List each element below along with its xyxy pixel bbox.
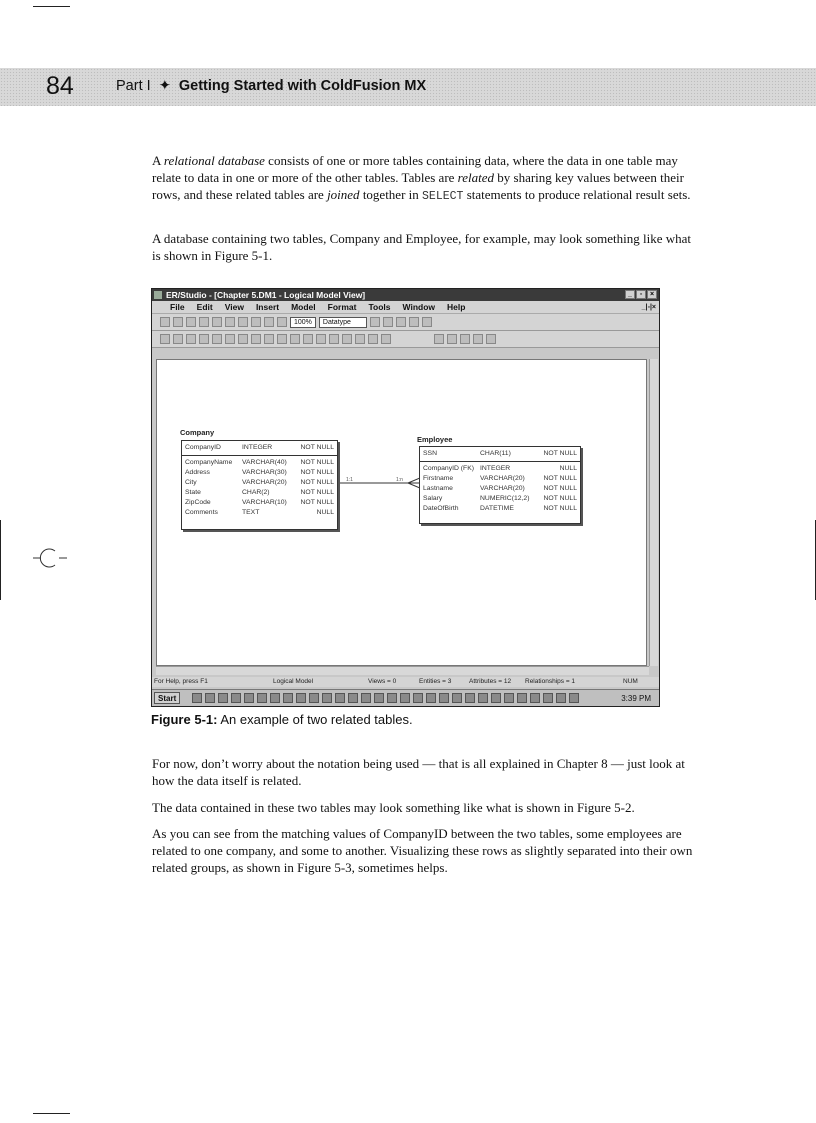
vertical-scrollbar[interactable] [649, 359, 658, 666]
pointer-icon[interactable] [160, 334, 170, 344]
window-title: ER/Studio - [Chapter 5.DM1 - Logical Model View] [166, 290, 366, 300]
hand-icon[interactable] [173, 334, 183, 344]
text-run: A [152, 153, 164, 168]
quick-launch-icon[interactable] [426, 693, 436, 703]
quick-launch-icon[interactable] [452, 693, 462, 703]
status-bar [152, 677, 659, 687]
entity-title-employee: Employee [417, 435, 453, 444]
menu-window[interactable]: Window [402, 302, 436, 312]
status-help: For Help, press F1 [154, 678, 208, 685]
window-controls [625, 290, 657, 299]
entity-title-company: Company [180, 428, 215, 437]
quick-launch-icon[interactable] [335, 693, 345, 703]
figure-label: Figure 5-1: [151, 712, 218, 727]
attr-null: NOT NULL [543, 495, 577, 502]
attr-type: VARCHAR(20) [480, 475, 525, 482]
paint-icon[interactable] [381, 334, 391, 344]
paragraph-matching-values: As you can see from the matching values of CompanyID between the two tables, some employees are related to one company, and some to another. Visualizing these rows as slightly separated into their own related groups, as shown in Figure 5-3, sometimes helps. [152, 826, 693, 875]
open-icon[interactable] [173, 317, 183, 327]
entity-icon[interactable] [186, 334, 196, 344]
entity-employee-attrs [420, 462, 580, 516]
quick-launch-icon[interactable] [374, 693, 384, 703]
attr-name: Lastname [423, 485, 453, 492]
find-icon[interactable] [212, 317, 222, 327]
quick-launch-icon[interactable] [400, 693, 410, 703]
attr-null: NOT NULL [300, 444, 334, 451]
attribute-row [420, 449, 580, 459]
quick-launch-icon[interactable] [270, 693, 280, 703]
layout-icon[interactable] [225, 317, 235, 327]
quick-launch-icon[interactable] [296, 693, 306, 703]
attribute-row [182, 488, 337, 498]
cut-icon[interactable] [342, 334, 352, 344]
view-icon[interactable] [199, 334, 209, 344]
quick-launch-icon[interactable] [361, 693, 371, 703]
zoom-in-icon[interactable] [303, 334, 313, 344]
crop-mark-bottom [33, 1113, 70, 1114]
attr-null: NOT NULL [300, 469, 334, 476]
entity-employee-pk [420, 447, 580, 462]
attribute-row [182, 478, 337, 488]
attribute-row [182, 443, 337, 453]
quick-launch-icon[interactable] [309, 693, 319, 703]
entity-company[interactable] [181, 440, 338, 530]
align-right-icon[interactable] [460, 334, 470, 344]
minimize-button[interactable]: _ [625, 290, 635, 299]
restore-button[interactable]: ▫ [636, 290, 646, 299]
code-select: SELECT [422, 190, 464, 203]
attr-null: NOT NULL [543, 450, 577, 457]
quick-launch-icon[interactable] [569, 693, 579, 703]
attr-type: VARCHAR(20) [480, 485, 525, 492]
registration-mark-icon [33, 548, 67, 568]
link-icon[interactable] [212, 334, 222, 344]
status-model: Logical Model [273, 678, 314, 685]
quick-launch [192, 693, 579, 703]
attr-null: NULL [559, 465, 577, 472]
attribute-row [420, 484, 580, 494]
start-button[interactable]: Start [154, 692, 180, 704]
align-top-icon[interactable] [473, 334, 483, 344]
preview-icon[interactable] [396, 317, 406, 327]
attr-name: Salary [423, 495, 443, 502]
attr-name: City [185, 479, 197, 486]
crop-mark-left-vertical [0, 520, 1, 600]
menu-help[interactable]: Help [447, 302, 466, 312]
status-views: Views = 0 [368, 678, 397, 685]
save-icon[interactable] [186, 317, 196, 327]
zoom-out-icon[interactable] [316, 334, 326, 344]
attr-null: NOT NULL [300, 479, 334, 486]
term-joined: joined [327, 187, 360, 202]
status-attributes: Attributes = 12 [469, 678, 512, 685]
attr-type: VARCHAR(20) [242, 479, 287, 486]
relationship-nonidentifying-icon[interactable] [238, 334, 248, 344]
quick-launch-icon[interactable] [257, 693, 267, 703]
attr-null: NOT NULL [543, 475, 577, 482]
quick-launch-icon[interactable] [556, 693, 566, 703]
figure-caption-text: An example of two related tables. [217, 712, 413, 727]
attr-type: INTEGER [242, 444, 273, 451]
relationship-identifying-icon[interactable] [225, 334, 235, 344]
options-icon[interactable] [422, 317, 432, 327]
attr-null: NOT NULL [300, 489, 334, 496]
attr-name: CompanyID [185, 444, 221, 451]
taskbar [152, 689, 659, 707]
menu-edit[interactable]: Edit [196, 302, 213, 312]
taskbar-clock: 3:39 PM [621, 694, 651, 703]
quick-launch-icon[interactable] [478, 693, 488, 703]
app-icon [154, 291, 162, 299]
attr-null: NOT NULL [543, 505, 577, 512]
attr-name: CompanyID (FK) [423, 465, 474, 472]
menu-model[interactable]: Model [291, 302, 316, 312]
attr-null: NOT NULL [543, 485, 577, 492]
attr-name: DateOfBirth [423, 505, 459, 512]
subtype-icon[interactable] [277, 334, 287, 344]
menu-view[interactable]: View [224, 302, 244, 312]
attr-name: CompanyName [185, 459, 233, 466]
relationship-optional-icon[interactable] [251, 334, 261, 344]
new-icon[interactable] [160, 317, 170, 327]
attribute-row [420, 464, 580, 474]
attr-name: ZipCode [185, 499, 211, 506]
align-bottom-icon[interactable] [486, 334, 496, 344]
quick-launch-icon[interactable] [543, 693, 553, 703]
status-num: NUM [623, 678, 638, 685]
attr-null: NULL [316, 509, 334, 516]
quick-launch-icon[interactable] [205, 693, 215, 703]
relationship-line[interactable] [340, 475, 420, 495]
quick-launch-icon[interactable] [244, 693, 254, 703]
menu-format[interactable]: Format [327, 302, 357, 312]
attr-name: Comments [185, 509, 218, 516]
paragraph-example-tables: A database containing two tables, Company and Employee, for example, may look something like what is shown in Figure 5-1. [152, 231, 692, 263]
quick-launch-icon[interactable] [387, 693, 397, 703]
attr-type: DATETIME [480, 505, 514, 512]
attr-type: VARCHAR(10) [242, 499, 287, 506]
tools-icon[interactable] [409, 317, 419, 327]
zoom-fit-icon[interactable] [329, 334, 339, 344]
text-block-icon[interactable] [290, 334, 300, 344]
attr-type: INTEGER [480, 465, 511, 472]
attr-type: CHAR(2) [242, 489, 270, 496]
attribute-row [420, 474, 580, 484]
menu-insert[interactable]: Insert [255, 302, 280, 312]
print-icon[interactable] [199, 317, 209, 327]
quick-launch-icon[interactable] [465, 693, 475, 703]
diagram-icon[interactable] [251, 317, 261, 327]
relationship-cardinality-left: 1:1 [346, 477, 353, 483]
zoom-select[interactable]: 100% [290, 317, 316, 328]
table-icon[interactable] [277, 317, 287, 327]
text-run: together in [359, 187, 423, 202]
attribute-row [182, 498, 337, 508]
window-titlebar [152, 289, 659, 301]
attribute-row [182, 468, 337, 478]
attr-type: VARCHAR(30) [242, 469, 287, 476]
attr-null: NOT NULL [300, 499, 334, 506]
quick-launch-icon[interactable] [439, 693, 449, 703]
quick-launch-icon[interactable] [192, 693, 202, 703]
quick-launch-icon[interactable] [413, 693, 423, 703]
align-center-icon[interactable] [447, 334, 457, 344]
quick-launch-icon[interactable] [504, 693, 514, 703]
attr-type: NUMERIC(12,2) [480, 495, 530, 502]
auto-layout-icon[interactable] [238, 317, 248, 327]
attribute-row [420, 494, 580, 504]
color-icon[interactable] [370, 317, 380, 327]
align-left-icon[interactable] [434, 334, 444, 344]
text-run: consists of one or more tables containing data, where the data in one table may relate to data in one or more of the other tables. Tables are [152, 153, 678, 185]
entity-company-pk [182, 441, 337, 456]
quick-launch-icon[interactable] [231, 693, 241, 703]
figure-caption [151, 712, 413, 727]
paragraph-notation: For now, don’t worry about the notation being used — that is all explained in Chapter 8 — just look at how the data itself is related. [152, 756, 685, 788]
part-label: Part I [116, 78, 151, 94]
page-number: 84 [46, 72, 74, 100]
chapter-title: Getting Started with ColdFusion MX [178, 78, 427, 94]
copy-icon[interactable] [355, 334, 365, 344]
menu-bar [152, 301, 659, 314]
attr-name: Firstname [423, 475, 454, 482]
quick-launch-icon[interactable] [283, 693, 293, 703]
attr-null: NOT NULL [300, 459, 334, 466]
menu-file[interactable]: File [170, 302, 185, 312]
close-button[interactable]: × [647, 290, 657, 299]
attr-name: Address [185, 469, 210, 476]
paste-icon[interactable] [368, 334, 378, 344]
relationship-nonspecific-icon[interactable] [264, 334, 274, 344]
attribute-row [182, 508, 337, 518]
status-entities: Entities = 3 [419, 678, 452, 685]
crop-mark-top [33, 6, 70, 7]
attr-type: TEXT [242, 509, 260, 516]
grid-icon[interactable] [264, 317, 274, 327]
diagram-canvas[interactable] [156, 359, 647, 666]
modeling-toolbar [152, 331, 659, 348]
paragraph-data-contained: The data contained in these two tables may look something like what is shown in Figure 5-2. [152, 800, 635, 815]
display-mode-select[interactable]: Datatype [319, 317, 367, 328]
separator-icon: ✦ [158, 78, 171, 94]
horizontal-scrollbar[interactable] [156, 666, 649, 675]
quick-launch-icon[interactable] [517, 693, 527, 703]
quick-launch-icon[interactable] [530, 693, 540, 703]
text-run: statements to produce relational result sets. [463, 187, 691, 202]
quick-launch-icon[interactable] [348, 693, 358, 703]
entity-employee[interactable] [419, 446, 581, 524]
attr-name: State [185, 489, 201, 496]
attribute-row [420, 504, 580, 514]
attribute-row [182, 458, 337, 468]
er-studio-window [151, 288, 660, 707]
running-header [116, 78, 426, 94]
quick-launch-icon[interactable] [218, 693, 228, 703]
term-related: related [457, 170, 495, 185]
attr-type: CHAR(11) [480, 450, 511, 457]
paragraph-relational-database [152, 152, 700, 205]
standard-toolbar [152, 314, 659, 331]
relationship-cardinality-right: 1:n [396, 477, 403, 483]
attr-type: VARCHAR(40) [242, 459, 287, 466]
term-relational-database: relational database [163, 153, 265, 168]
text-run: by sharing key values between their rows, and these related tables are [152, 170, 684, 202]
mdi-controls[interactable]: _|▫|× [641, 304, 656, 311]
status-relationships: Relationships = 1 [525, 678, 576, 685]
quick-launch-icon[interactable] [322, 693, 332, 703]
globe-icon[interactable] [383, 317, 393, 327]
quick-launch-icon[interactable] [491, 693, 501, 703]
attr-name: SSN [423, 450, 437, 457]
menu-tools[interactable]: Tools [368, 302, 391, 312]
entity-company-attrs [182, 456, 337, 520]
